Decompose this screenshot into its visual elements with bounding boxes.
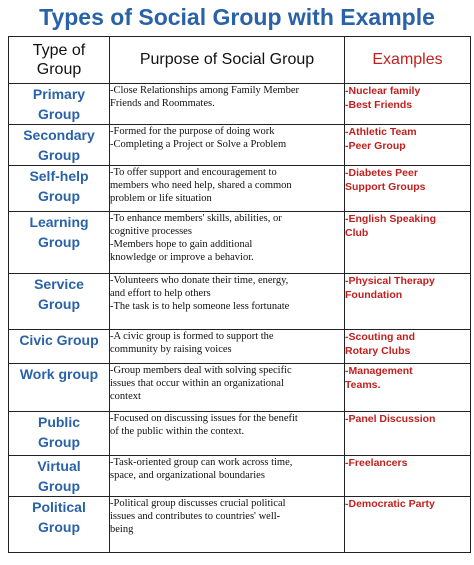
purpose-cell (110, 364, 345, 412)
purpose-line: -Volunteers who donate their time, energy, (110, 275, 289, 286)
table-row-secondary-group (9, 125, 471, 166)
group-name-line: Self-help (29, 168, 89, 184)
group-name-line: Virtual (37, 458, 81, 474)
examples-cell (345, 212, 471, 274)
group-name-line: Secondary (23, 127, 95, 143)
purpose-cell (110, 412, 345, 456)
example-line: -Nuclear family (345, 85, 421, 97)
group-name-line: Group (38, 519, 80, 535)
purpose-line: -Close Relationships among Family Member (110, 85, 299, 96)
header-group-line: Group (36, 61, 82, 78)
group-name-line: Group (38, 147, 80, 163)
purpose-line: cognitive processes (110, 226, 192, 237)
table-row-service-group (9, 274, 471, 330)
group-name-cell (9, 497, 110, 553)
group-name-cell (9, 125, 110, 166)
group-name-line: Public (37, 414, 80, 430)
group-name-line: Group (38, 434, 80, 450)
purpose-cell (110, 84, 345, 125)
example-line: -Panel Discussion (345, 413, 436, 425)
purpose-line: -A civic group is formed to support the (110, 331, 274, 342)
purpose-cell (110, 497, 345, 553)
table-header-row (9, 37, 471, 84)
example-line: -Best Friends (345, 99, 413, 111)
group-name-cell (9, 412, 110, 456)
example-line: Foundation (345, 289, 403, 301)
example-line: -Physical Therapy (345, 275, 435, 287)
purpose-cell (110, 330, 345, 364)
table-row-primary-group (9, 84, 471, 125)
examples-cell (345, 125, 471, 166)
purpose-line: -Task-oriented group can work across time, (110, 457, 293, 468)
example-line: Rotary Clubs (345, 345, 411, 357)
header-type-line: Type of (32, 42, 86, 59)
purpose-line: -Formed for the purpose of doing work (110, 126, 275, 137)
examples-cell (345, 166, 471, 212)
purpose-line: -Completing a Project or Solve a Problem (110, 139, 287, 150)
page-title: Types of Social Group with Example (39, 4, 435, 30)
example-line: Club (345, 227, 369, 239)
example-line: -Management (345, 365, 413, 377)
example-line: -Diabetes Peer (345, 167, 418, 179)
group-name-cell (9, 166, 110, 212)
purpose-line: space, and organizational boundaries (110, 470, 265, 481)
group-name-cell (9, 84, 110, 125)
table-row-public-group (9, 412, 471, 456)
table-row-civic-group (9, 330, 471, 364)
purpose-line: and effort to help others (110, 288, 211, 299)
purpose-line: knowledge or improve a behavior. (110, 252, 254, 263)
group-name-line: Group (38, 106, 80, 122)
group-name-cell (9, 456, 110, 497)
example-line: -Democratic Party (345, 498, 435, 510)
group-name-line: Political (32, 499, 86, 515)
example-line: -Athletic Team (345, 126, 417, 138)
example-line: -Freelancers (345, 457, 408, 469)
purpose-line: community by raising voices (110, 344, 232, 355)
table-row-virtual-group (9, 456, 471, 497)
purpose-line: being (110, 524, 134, 535)
group-name-cell (9, 330, 110, 364)
group-name-cell (9, 364, 110, 412)
purpose-line: problem or life situation (110, 193, 212, 204)
purpose-cell (110, 166, 345, 212)
purpose-cell (110, 125, 345, 166)
purpose-line: Friends and Roommates. (110, 98, 215, 109)
table-row-learning-group (9, 212, 471, 274)
example-line: -Peer Group (345, 140, 406, 152)
purpose-line: issues that occur within an organizational (110, 378, 284, 389)
group-name-line: Group (38, 296, 80, 312)
purpose-line: -To offer support and encouragement to (110, 167, 277, 178)
header-type-of-group (9, 37, 110, 84)
purpose-line: issues and contributes to countries' well- (110, 511, 281, 522)
group-name-line: Primary (32, 86, 86, 102)
examples-cell (345, 84, 471, 125)
purpose-line: of the public within the context. (110, 426, 245, 437)
examples-cell (345, 364, 471, 412)
group-name-cell (9, 274, 110, 330)
group-name-cell (9, 212, 110, 274)
examples-cell (345, 274, 471, 330)
examples-cell (345, 497, 471, 553)
example-line: Teams. (345, 379, 381, 391)
examples-cell (345, 456, 471, 497)
purpose-cell (110, 456, 345, 497)
purpose-line: -Political group discusses crucial political (110, 498, 286, 509)
table-row-political-group (9, 497, 471, 553)
table-row-work-group (9, 364, 471, 412)
purpose-cell (110, 274, 345, 330)
group-name-line: Group (38, 478, 80, 494)
group-name-line: Learning (29, 214, 89, 230)
purpose-cell (110, 212, 345, 274)
purpose-line: -To enhance members' skills, abilities, or (110, 213, 282, 224)
purpose-line: -Group members deal with solving specific (110, 365, 292, 376)
header-examples: Examples (345, 37, 471, 84)
group-name-line: Group (38, 234, 80, 250)
example-line: -English Speaking (345, 213, 437, 225)
examples-cell (345, 330, 471, 364)
header-purpose: Purpose of Social Group (110, 37, 345, 84)
purpose-line: members who need help, shared a common (110, 180, 292, 191)
group-name-line: Work group (19, 366, 99, 382)
example-line: -Scouting and (345, 331, 415, 343)
social-group-table (8, 36, 471, 553)
group-name-line: Civic Group (19, 332, 99, 348)
purpose-line: -Members hope to gain additional (110, 239, 253, 250)
group-name-line: Service (34, 276, 84, 292)
table-row-self-help-group (9, 166, 471, 212)
purpose-line: -Focused on discussing issues for the benefit (110, 413, 298, 424)
purpose-line: -The task is to help someone less fortunate (110, 301, 290, 312)
purpose-line: context (110, 391, 141, 402)
examples-cell (345, 412, 471, 456)
example-line: Support Groups (345, 181, 426, 193)
group-name-line: Group (38, 188, 80, 204)
